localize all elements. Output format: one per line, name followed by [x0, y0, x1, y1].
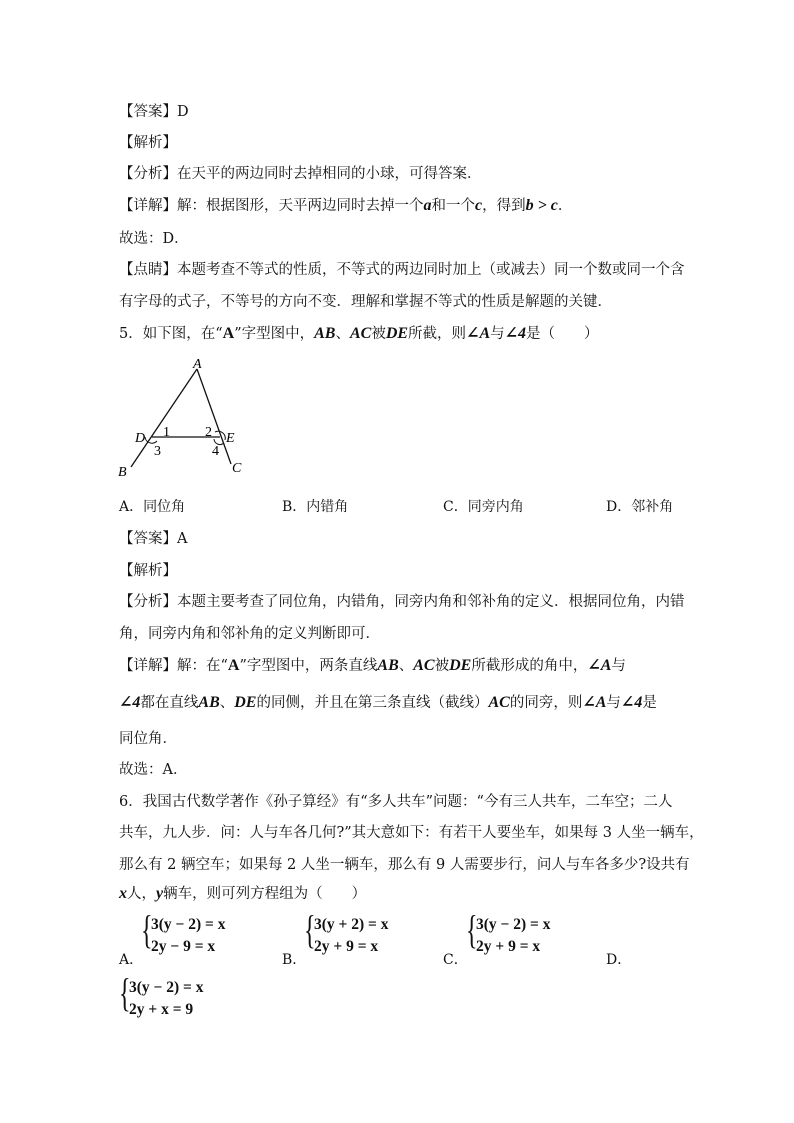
q6-stem-line2: 共车，九人步．问：人与车各几何?”其大意如下：有若干人要坐车，如果每 3 人坐一辆车， [119, 825, 704, 841]
q5-detail-line2 [119, 693, 657, 713]
q5-stem-mid4: 与 [490, 326, 505, 342]
equation-2: 2y + x = 9 [129, 1001, 194, 1018]
brace-icon: { [466, 907, 478, 952]
var-y: y [156, 885, 164, 902]
q5-option-c[interactable]: C．同旁内角 [443, 499, 524, 515]
q4-detail-mid: 和一个 [431, 198, 475, 214]
brace-icon: { [141, 907, 153, 952]
q5-analysis-heading: 【解析】 [119, 563, 177, 579]
q5-stem-pre: 5．如下图，在“ [119, 326, 223, 342]
equation-2: 2y + 9 = x [314, 938, 379, 955]
q5-detail2-sep: 、 [219, 695, 235, 711]
line-AB: AB [198, 694, 220, 711]
q6-option-c-label[interactable]: C． [443, 952, 468, 968]
q6-option-d-label[interactable]: D． [606, 952, 632, 968]
label-4: 4 [212, 444, 219, 459]
line-AC: AC [349, 325, 372, 342]
line-AB: AB [314, 325, 336, 342]
q5-detail1-mid2: 被 [434, 658, 450, 674]
brace-icon: { [119, 970, 131, 1015]
q4-detail [119, 196, 572, 216]
q5-detail-line3: 同位角． [119, 731, 177, 747]
var-c: c [475, 197, 483, 214]
q6-stem4-mid: 人， [127, 886, 156, 902]
line-DE: DE [234, 694, 257, 711]
q6-option-c-system[interactable] [466, 907, 596, 960]
q6-option-a-system[interactable] [141, 907, 271, 960]
q5-detail1-pre: 【详解】解：在“ [119, 658, 228, 674]
label-E: E [226, 431, 235, 446]
letter-A: A [227, 657, 240, 674]
q4-fenxi: 【分析】在天平的两边同时去掉相同的小球，可得答案． [119, 166, 482, 182]
inequality-result: b > c [525, 197, 558, 214]
angle-A: ∠A [466, 325, 491, 342]
line-ab-segment [131, 369, 197, 467]
q5-stem-end: 是（ ） [526, 326, 599, 342]
q5-fenxi-line1: 【分析】本题主要考查了同位角，内错角，同旁内角和邻补角的定义．根据同位角，内错 [119, 594, 685, 610]
line-DE: DE [449, 657, 472, 674]
label-1: 1 [163, 425, 170, 440]
q6-stem-line4 [119, 884, 366, 904]
label-B: B [118, 465, 127, 480]
q5-option-b[interactable]: B．内错角 [282, 499, 349, 515]
a-shape-figure [110, 352, 260, 482]
q5-detail2-end: 是 [642, 695, 657, 711]
var-a: a [423, 197, 432, 214]
q6-option-b-system[interactable] [304, 907, 434, 960]
equation-1: 3(y + 2) = x [314, 916, 389, 933]
q4-analysis-heading: 【解析】 [119, 135, 177, 151]
q6-option-d-system[interactable] [119, 970, 249, 1023]
q5-stem-mid1: ”字型图中， [234, 326, 315, 342]
q4-answer: 【答案】D [119, 104, 189, 120]
equation-2: 2y − 9 = x [151, 938, 216, 955]
angle-A: ∠A [587, 657, 612, 674]
q4-detail-mid2: ，得到 [482, 198, 526, 214]
q6-stem-line3: 那么有 2 辆空车；如果每 2 人坐一辆车，那么有 9 人需要步行，问人与车各多少?设共有 [119, 857, 690, 873]
var-x: x [119, 885, 127, 902]
q5-answer: 【答案】A [119, 531, 188, 547]
q5-detail1-mid: ”字型图中，两条直线 [239, 658, 378, 674]
line-AC: AC [488, 694, 510, 711]
q6-stem4-end: 辆车，则可列方程组为（ ） [163, 886, 367, 902]
equation-1: 3(y − 2) = x [151, 916, 226, 933]
q5-detail-line1 [119, 656, 626, 676]
q4-detail-end: ． [557, 198, 573, 214]
q5-detail2-mid: 都在直线 [140, 695, 199, 711]
q5-detail2-mid3: 的同旁，则 [509, 695, 583, 711]
q4-dianjing-line1: 【点睛】本题考查不等式的性质，不等式的两边同时加上（或减去）同一个数或同一个含 [119, 262, 685, 278]
line-AC: AC [413, 657, 435, 674]
label-C: C [232, 461, 242, 476]
equation-1: 3(y − 2) = x [129, 979, 204, 996]
q4-dianjing-line2: 有字母的式子，不等号的方向不变．理解和掌握不等式的性质是解题的关键． [119, 294, 612, 310]
q4-choose: 故选：D． [119, 231, 189, 247]
label-3: 3 [154, 444, 161, 459]
q6-option-a-label[interactable]: A． [119, 952, 144, 968]
equation-1: 3(y − 2) = x [476, 916, 551, 933]
q4-detail-pre: 【详解】解：根据图形，天平两边同时去掉一个 [119, 198, 424, 214]
q6-option-b-label[interactable]: B． [282, 952, 307, 968]
angle-4: ∠4 [119, 694, 141, 711]
q5-detail2-mid2: 的同侧，并且在第三条直线（截线） [256, 695, 489, 711]
q5-option-d[interactable]: D．邻补角 [606, 499, 674, 515]
q5-choose: 故选：A． [119, 762, 188, 778]
q5-stem [119, 324, 599, 344]
letter-A: A [222, 325, 235, 342]
label-2: 2 [205, 425, 212, 440]
label-D: D [135, 431, 146, 446]
q5-detail2-mid4: 与 [606, 695, 621, 711]
label-A: A [193, 357, 202, 372]
q5-stem-mid3: 所截，则 [408, 326, 467, 342]
equation-2: 2y + 9 = x [476, 938, 541, 955]
angle-A: ∠A [582, 694, 607, 711]
angle-4: ∠4 [504, 325, 527, 342]
q5-detail1-sep: 、 [398, 658, 414, 674]
line-DE: DE [385, 325, 409, 342]
line-AB: AB [377, 657, 399, 674]
angle-4: ∠4 [620, 694, 643, 711]
brace-icon: { [304, 907, 316, 952]
q5-stem-mid2: 被 [371, 326, 386, 342]
q6-stem-line1: 6．我国古代数学著作《孙子算经》有“多人共车”问题：“今有三人共车，二车空；二人 [119, 794, 673, 810]
q5-detail1-mid3: 所截形成的角中， [471, 658, 588, 674]
q5-fenxi-line2: 角，同旁内角和邻补角的定义判断即可． [119, 626, 380, 642]
q5-detail1-end: 与 [611, 658, 626, 674]
q5-option-a[interactable]: A．同位角 [119, 499, 186, 515]
q5-stem-sep: 、 [335, 326, 350, 342]
